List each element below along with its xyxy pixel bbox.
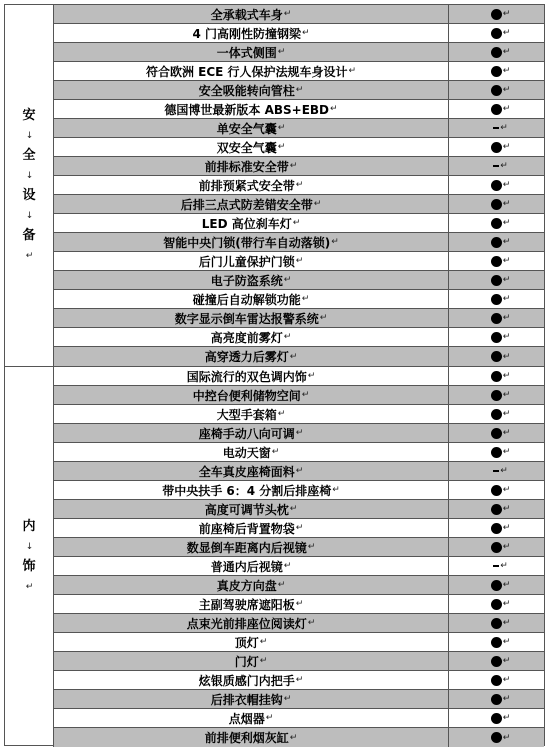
not-available-dash-icon [493, 127, 499, 129]
availability-cell [449, 367, 544, 385]
not-available-dash-icon [493, 565, 499, 567]
item-label: 符合欧洲 ECE 行人保护法规车身设计 [145, 64, 348, 79]
paragraph-mark-icon: ↵ [295, 523, 304, 533]
category-char: 全↓ [22, 147, 36, 181]
standard-dot-icon [491, 142, 502, 153]
availability-cell [449, 481, 544, 499]
standard-dot-icon [491, 199, 502, 210]
paragraph-mark-icon: ↵ [295, 428, 304, 438]
item-cell [54, 690, 449, 708]
paragraph-mark-icon: ↵ [502, 180, 511, 190]
category-cell [5, 367, 54, 747]
standard-dot-icon [491, 732, 502, 743]
item-cell [54, 728, 449, 747]
paragraph-mark-icon: ↵ [259, 637, 268, 647]
paragraph-mark-icon: ↵ [502, 275, 511, 285]
standard-dot-icon [491, 618, 502, 629]
item-label: 后排三点式防差错安全带 [180, 197, 313, 212]
paragraph-mark-icon: ↵ [25, 250, 34, 261]
standard-dot-icon [491, 637, 502, 648]
item-cell [54, 633, 449, 651]
item-cell [54, 290, 449, 308]
paragraph-mark-icon: ↵ [502, 351, 511, 362]
item-label: 后排衣帽挂钩 [210, 692, 283, 707]
availability-cell [449, 43, 544, 61]
item-label: 座椅手动八向可调 [198, 426, 295, 441]
item-label: 德国博世最新版本 ABS+EBD [164, 102, 330, 117]
table-row [54, 214, 544, 233]
category-label [20, 106, 38, 266]
table-row [54, 252, 544, 271]
table-row [54, 557, 544, 576]
item-label: 高亮度前雾灯 [210, 330, 283, 345]
paragraph-mark-icon: ↵ [289, 504, 298, 514]
paragraph-mark-icon: ↵ [500, 561, 508, 571]
table-row [54, 195, 544, 214]
item-label: 点束光前排座位阅读灯 [186, 616, 307, 631]
standard-dot-icon [491, 85, 502, 96]
item-cell [54, 443, 449, 461]
table-row [54, 347, 544, 366]
availability-cell [449, 138, 544, 156]
category-label [20, 517, 38, 597]
item-cell [54, 709, 449, 727]
category-char: 设↓ [22, 187, 36, 221]
paragraph-mark-icon: ↵ [330, 104, 338, 114]
table-row [54, 157, 544, 176]
paragraph-mark-icon: ↵ [502, 371, 511, 381]
table-row [54, 405, 544, 424]
item-label: 前排标准安全带 [204, 159, 289, 174]
item-label: 电动天窗 [222, 445, 271, 460]
paragraph-mark-icon: ↵ [500, 161, 508, 171]
item-cell [54, 309, 449, 327]
paragraph-mark-icon: ↓ [25, 130, 34, 141]
item-cell [54, 81, 449, 99]
paragraph-mark-icon: ↵ [307, 542, 316, 552]
table-row [54, 43, 544, 62]
item-label: 一体式侧围 [216, 45, 277, 60]
paragraph-mark-icon: ↵ [295, 675, 304, 685]
standard-dot-icon [491, 180, 502, 191]
item-cell [54, 328, 449, 346]
standard-dot-icon [491, 371, 502, 382]
standard-dot-icon [491, 9, 502, 20]
item-label: 数显倒车距离内后视镜 [186, 540, 307, 555]
availability-cell [449, 671, 544, 689]
paragraph-mark-icon: ↵ [502, 637, 511, 647]
availability-cell [449, 690, 544, 708]
item-cell [54, 62, 449, 80]
paragraph-mark-icon: ↵ [502, 256, 511, 266]
paragraph-mark-icon: ↵ [331, 237, 339, 247]
paragraph-mark-icon: ↵ [283, 9, 292, 19]
item-cell [54, 214, 449, 232]
table-row [54, 24, 544, 43]
paragraph-mark-icon: ↵ [307, 618, 316, 628]
standard-dot-icon [491, 218, 502, 229]
standard-dot-icon [491, 504, 502, 515]
item-label: 4 门高刚性防撞钢梁 [192, 26, 301, 41]
paragraph-mark-icon: ↵ [348, 66, 357, 76]
item-cell [54, 538, 449, 556]
table-row [54, 233, 544, 252]
item-cell [54, 652, 449, 670]
paragraph-mark-icon: ↵ [265, 713, 274, 723]
item-label: 门灯 [234, 654, 259, 669]
paragraph-mark-icon: ↵ [289, 351, 298, 362]
item-label: 前排便利烟灰缸 [204, 731, 289, 745]
item-cell [54, 367, 449, 385]
table-row [54, 176, 544, 195]
item-cell [54, 138, 449, 156]
standard-dot-icon [491, 409, 502, 420]
paragraph-mark-icon: ↓ [25, 210, 34, 221]
item-cell [54, 195, 449, 213]
table-row [54, 443, 544, 462]
paragraph-mark-icon: ↵ [502, 732, 511, 743]
rows-safety [54, 5, 544, 366]
availability-cell [449, 595, 544, 613]
standard-dot-icon [491, 523, 502, 534]
availability-cell [449, 709, 544, 727]
availability-cell [449, 614, 544, 632]
paragraph-mark-icon: ↵ [502, 85, 511, 95]
item-cell [54, 576, 449, 594]
paragraph-mark-icon: ↵ [289, 732, 298, 743]
paragraph-mark-icon: ↵ [502, 447, 511, 457]
availability-cell [449, 538, 544, 556]
table-row [54, 614, 544, 633]
paragraph-mark-icon: ↵ [502, 237, 511, 247]
paragraph-mark-icon: ↵ [502, 485, 511, 495]
item-cell [54, 614, 449, 632]
item-label: 单安全气囊 [216, 121, 277, 136]
table-row [54, 138, 544, 157]
group-interior [5, 367, 544, 747]
paragraph-mark-icon: ↵ [502, 656, 511, 666]
item-cell [54, 271, 449, 289]
availability-cell [449, 405, 544, 423]
item-cell [54, 557, 449, 575]
item-label: 炫银质感门内把手 [198, 673, 295, 688]
paragraph-mark-icon: ↵ [301, 28, 310, 38]
paragraph-mark-icon: ↵ [277, 409, 286, 419]
paragraph-mark-icon: ↵ [301, 294, 310, 304]
paragraph-mark-icon: ↵ [277, 580, 286, 590]
table-row [54, 462, 544, 481]
standard-dot-icon [491, 275, 502, 286]
paragraph-mark-icon: ↵ [502, 390, 511, 400]
item-label: 国际流行的双色调内饰 [186, 369, 307, 384]
availability-cell [449, 424, 544, 442]
category-char: 安↓ [22, 107, 36, 141]
paragraph-mark-icon: ↵ [277, 123, 286, 133]
item-cell [54, 119, 449, 137]
paragraph-mark-icon: ↵ [502, 713, 511, 723]
standard-dot-icon [491, 390, 502, 401]
table-row [54, 728, 544, 747]
paragraph-mark-icon: ↵ [283, 561, 292, 571]
paragraph-mark-icon: ↵ [292, 218, 301, 228]
item-label: 前座椅后背置物袋 [198, 521, 295, 536]
paragraph-mark-icon: ↵ [295, 256, 304, 266]
availability-cell [449, 328, 544, 346]
table-row [54, 328, 544, 347]
paragraph-mark-icon: ↵ [502, 9, 511, 19]
item-label: 大型手套箱 [216, 407, 277, 422]
item-cell [54, 252, 449, 270]
not-available-dash-icon [493, 470, 499, 472]
item-label: 高穿透力后雾灯 [204, 350, 289, 364]
paragraph-mark-icon: ↵ [295, 85, 304, 95]
paragraph-mark-icon: ↵ [25, 582, 34, 592]
paragraph-mark-icon: ↵ [502, 504, 511, 514]
item-label: 全车真皮座椅面料 [198, 464, 295, 479]
paragraph-mark-icon: ↵ [500, 123, 508, 133]
paragraph-mark-icon: ↵ [319, 313, 328, 323]
item-label: 双安全气囊 [216, 140, 277, 155]
table-row [54, 309, 544, 328]
table-row [54, 271, 544, 290]
availability-cell [449, 176, 544, 194]
item-label: 前排预紧式安全带 [198, 178, 295, 193]
item-label: 点烟器 [228, 711, 265, 726]
paragraph-mark-icon: ↵ [283, 275, 292, 285]
paragraph-mark-icon: ↵ [502, 523, 511, 533]
paragraph-mark-icon: ↵ [313, 199, 322, 209]
item-label: 真皮方向盘 [216, 578, 277, 593]
standard-dot-icon [491, 713, 502, 724]
table-row [54, 709, 544, 728]
paragraph-mark-icon: ↵ [295, 599, 304, 609]
paragraph-mark-icon: ↵ [301, 390, 310, 400]
standard-dot-icon [491, 332, 502, 343]
item-cell [54, 5, 449, 23]
table-row [54, 100, 544, 119]
item-cell [54, 176, 449, 194]
paragraph-mark-icon: ↵ [502, 104, 511, 114]
availability-cell [449, 290, 544, 308]
item-cell [54, 595, 449, 613]
paragraph-mark-icon: ↵ [277, 142, 286, 152]
item-label: 数字显示倒车雷达报警系统 [174, 311, 319, 326]
table-row [54, 481, 544, 500]
item-cell [54, 405, 449, 423]
paragraph-mark-icon: ↵ [271, 447, 280, 457]
paragraph-mark-icon: ↵ [307, 371, 316, 381]
paragraph-mark-icon: ↵ [502, 28, 511, 38]
item-label: 普通内后视镜 [210, 559, 283, 574]
table-row [54, 690, 544, 709]
standard-dot-icon [491, 28, 502, 39]
paragraph-mark-icon: ↵ [502, 428, 511, 438]
paragraph-mark-icon: ↵ [502, 294, 511, 304]
paragraph-mark-icon: ↵ [502, 542, 511, 552]
paragraph-mark-icon: ↵ [502, 218, 511, 228]
category-cell [5, 5, 54, 366]
paragraph-mark-icon: ↵ [277, 47, 286, 57]
item-label: 安全吸能转向管柱 [198, 83, 295, 98]
standard-dot-icon [491, 485, 502, 496]
item-label: LED 高位刹车灯 [201, 216, 292, 231]
standard-dot-icon [491, 237, 502, 248]
standard-dot-icon [491, 599, 502, 610]
availability-cell [449, 500, 544, 518]
table-row [54, 119, 544, 138]
item-label: 智能中央门锁(带行车自动落锁) [163, 235, 331, 250]
availability-cell [449, 652, 544, 670]
availability-cell [449, 62, 544, 80]
item-cell [54, 157, 449, 175]
item-label: 顶灯 [234, 635, 259, 650]
standard-dot-icon [491, 675, 502, 686]
table-row [54, 81, 544, 100]
paragraph-mark-icon: ↵ [502, 313, 511, 323]
item-label: 碰撞后自动解锁功能 [192, 292, 301, 307]
table-row [54, 424, 544, 443]
item-cell [54, 462, 449, 480]
availability-cell [449, 519, 544, 537]
item-label: 中控台便利储物空间 [192, 388, 301, 403]
table-row [54, 633, 544, 652]
standard-dot-icon [491, 447, 502, 458]
availability-cell [449, 462, 544, 480]
category-char: 备↵ [22, 227, 36, 261]
availability-cell [449, 386, 544, 404]
paragraph-mark-icon: ↵ [295, 180, 304, 190]
availability-cell [449, 633, 544, 651]
standard-dot-icon [491, 542, 502, 553]
standard-dot-icon [491, 694, 502, 705]
item-label: 电子防盗系统 [210, 273, 283, 288]
paragraph-mark-icon: ↵ [502, 66, 511, 76]
paragraph-mark-icon: ↓ [25, 170, 34, 181]
item-cell [54, 500, 449, 518]
availability-cell [449, 157, 544, 175]
item-label: 主副驾驶席遮阳板 [198, 597, 295, 612]
availability-cell [449, 347, 544, 366]
paragraph-mark-icon: ↵ [283, 332, 292, 342]
category-char: 内↓ [22, 519, 36, 552]
standard-dot-icon [491, 351, 502, 362]
item-label: 全承载式车身 [210, 7, 283, 22]
group-safety [5, 5, 544, 366]
availability-cell [449, 557, 544, 575]
paragraph-mark-icon: ↵ [502, 409, 511, 419]
paragraph-mark-icon: ↵ [283, 694, 292, 704]
category-char: 饰↵ [22, 559, 36, 592]
availability-cell [449, 728, 544, 747]
standard-dot-icon [491, 66, 502, 77]
paragraph-mark-icon: ↵ [502, 47, 511, 57]
standard-dot-icon [491, 47, 502, 58]
availability-cell [449, 5, 544, 23]
table-row [54, 538, 544, 557]
paragraph-mark-icon: ↵ [289, 161, 298, 171]
paragraph-mark-icon: ↵ [502, 142, 511, 152]
paragraph-mark-icon: ↵ [502, 694, 511, 704]
paragraph-mark-icon: ↵ [502, 599, 511, 609]
table-row [54, 652, 544, 671]
standard-dot-icon [491, 428, 502, 439]
item-cell [54, 100, 449, 118]
item-cell [54, 24, 449, 42]
item-cell [54, 43, 449, 61]
item-cell [54, 347, 449, 366]
item-label: 后门儿童保护门锁 [198, 254, 295, 269]
table-row [54, 519, 544, 538]
item-label: 带中央扶手 6：4 分割后排座椅 [162, 483, 332, 498]
availability-cell [449, 252, 544, 270]
item-cell [54, 481, 449, 499]
standard-dot-icon [491, 580, 502, 591]
paragraph-mark-icon: ↵ [295, 466, 304, 476]
table-row [54, 62, 544, 81]
paragraph-mark-icon: ↓ [25, 542, 34, 552]
standard-dot-icon [491, 294, 502, 305]
paragraph-mark-icon: ↵ [500, 466, 508, 476]
table-row [54, 367, 544, 386]
availability-cell [449, 576, 544, 594]
availability-cell [449, 195, 544, 213]
paragraph-mark-icon: ↵ [502, 675, 511, 685]
item-cell [54, 386, 449, 404]
availability-cell [449, 81, 544, 99]
paragraph-mark-icon: ↵ [332, 485, 340, 495]
spec-table [4, 4, 545, 746]
availability-cell [449, 443, 544, 461]
availability-cell [449, 214, 544, 232]
availability-cell [449, 24, 544, 42]
rows-interior [54, 367, 544, 747]
item-cell [54, 424, 449, 442]
item-label: 高度可调节头枕 [204, 502, 289, 517]
availability-cell [449, 100, 544, 118]
paragraph-mark-icon: ↵ [502, 618, 511, 628]
standard-dot-icon [491, 656, 502, 667]
availability-cell [449, 233, 544, 251]
paragraph-mark-icon: ↵ [502, 199, 511, 209]
item-cell [54, 233, 449, 251]
paragraph-mark-icon: ↵ [502, 332, 511, 342]
standard-dot-icon [491, 256, 502, 267]
table-row [54, 290, 544, 309]
standard-dot-icon [491, 313, 502, 324]
paragraph-mark-icon: ↵ [502, 580, 511, 590]
availability-cell [449, 309, 544, 327]
availability-cell [449, 119, 544, 137]
table-row [54, 576, 544, 595]
availability-cell [449, 271, 544, 289]
paragraph-mark-icon: ↵ [259, 656, 268, 666]
standard-dot-icon [491, 104, 502, 115]
table-row [54, 671, 544, 690]
table-row [54, 595, 544, 614]
table-row [54, 386, 544, 405]
table-row [54, 500, 544, 519]
not-available-dash-icon [493, 165, 499, 167]
item-cell [54, 519, 449, 537]
table-row [54, 5, 544, 24]
item-cell [54, 671, 449, 689]
